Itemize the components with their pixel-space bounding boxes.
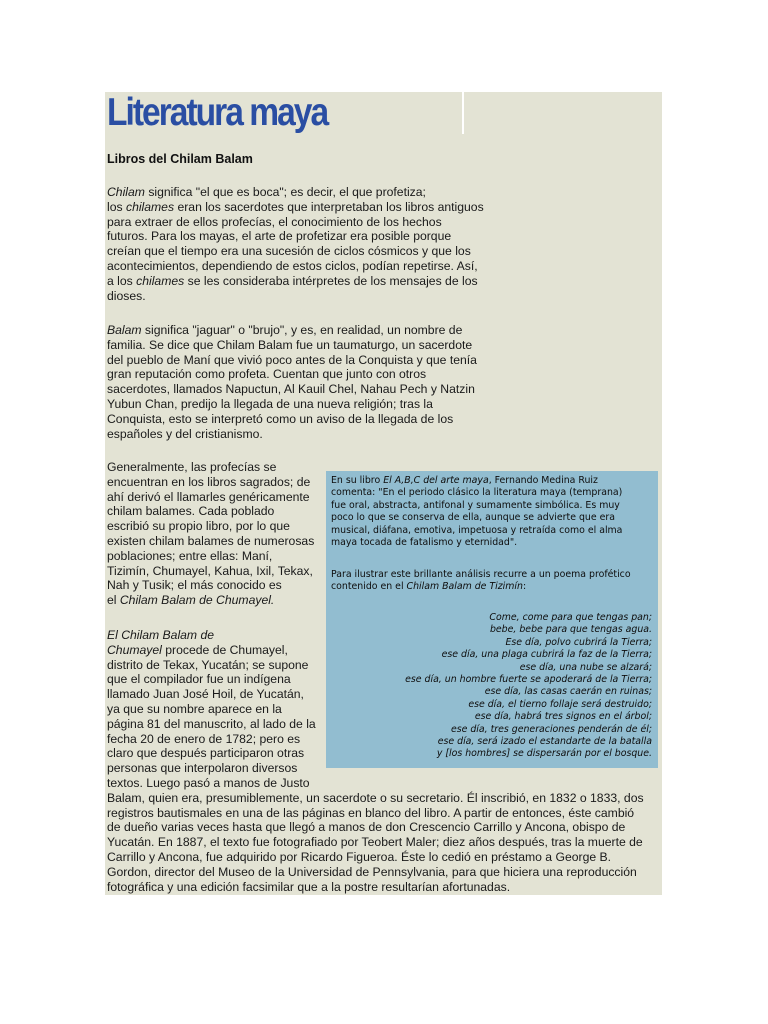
text-run: Nah y Tusik; el más conocido es bbox=[107, 578, 282, 593]
text-line bbox=[107, 215, 484, 230]
text-line bbox=[107, 820, 644, 835]
text-run: Chilam bbox=[107, 185, 145, 199]
text-line bbox=[107, 776, 644, 791]
text-run: llamado Juan José Hoil, de Yucatán, bbox=[107, 687, 304, 702]
text-line bbox=[107, 353, 477, 368]
text-line bbox=[107, 850, 644, 865]
text-line bbox=[107, 200, 484, 215]
text-line bbox=[107, 593, 314, 608]
header-divider bbox=[462, 92, 464, 134]
poem-line: ese día, habrá tres signos en el árbol; bbox=[474, 711, 652, 723]
text-run: : bbox=[522, 581, 527, 593]
text-line bbox=[107, 289, 484, 304]
text-line bbox=[107, 427, 477, 442]
text-run: El Chilam Balam de bbox=[107, 628, 215, 642]
text-run: fotográfica y una edición facsimilar que a la postre resultarían afortunadas. bbox=[107, 879, 511, 894]
text-run: Carrillo y Ancona, fue adquirido por Ricardo Figueroa. Éste lo cedió en préstamo a George B. bbox=[107, 849, 612, 864]
text-line bbox=[107, 274, 484, 289]
text-line bbox=[107, 534, 314, 549]
text-run: acontecimientos, dependiendo de estos ciclos, podían repetirse. Así, bbox=[107, 258, 478, 273]
text-run: Para ilustrar este brillante análisis recurre a un poema profético bbox=[331, 569, 631, 580]
text-line bbox=[107, 460, 314, 475]
text-line bbox=[107, 259, 484, 274]
text-line bbox=[107, 244, 484, 259]
text-run: Balam bbox=[107, 323, 142, 337]
text-line bbox=[107, 382, 477, 397]
text-run: para extraer de ellos profecías, el conocimiento de los hechos bbox=[107, 214, 442, 229]
quote-line bbox=[331, 487, 622, 499]
text-run: encuentran en los libros sagrados; de bbox=[107, 474, 311, 489]
poem-line: Come, come para que tengas pan; bbox=[489, 612, 652, 623]
text-run: chilam balames. Cada poblado bbox=[107, 504, 275, 519]
text-run: maya tocada de fatalismo y eternidad". bbox=[331, 537, 518, 548]
text-line bbox=[107, 490, 314, 505]
text-run: eran los sacerdotes que interpretaban los libros antiguos bbox=[174, 199, 484, 214]
text-run: Yucatán. En 1887, el texto fue fotografiado por Teobert Maler; diez años después, tras la muerte de bbox=[107, 835, 643, 850]
text-run: distrito de Tekax, Yucatán; se supone bbox=[107, 657, 309, 672]
text-run: futuros. Para los mayas, el arte de profetizar era posible porque bbox=[107, 229, 452, 244]
quote-line bbox=[331, 569, 631, 581]
quote-line bbox=[331, 581, 526, 593]
text-run: fue oral, abstracta, antifonal y sumamente simbólica. Es muy bbox=[331, 499, 620, 511]
poem-line: y [los hombres] se dispersarán por el bosque. bbox=[436, 748, 652, 760]
text-run: El A,B,C del arte maya bbox=[383, 475, 489, 486]
text-run: creían que el tiempo era una sucesión de ciclos cósmicos y que los bbox=[107, 244, 471, 259]
text-run: el bbox=[107, 593, 120, 608]
text-line bbox=[107, 397, 477, 412]
quote-line bbox=[331, 537, 517, 549]
text-run: registros bautismales en una de las páginas en blanco del libro. A partir de entonces, éste cambió bbox=[107, 805, 635, 820]
text-run: los bbox=[107, 199, 126, 214]
quote-line bbox=[331, 475, 598, 487]
text-run: ya que su nombre aparece en la bbox=[107, 701, 282, 716]
text-line bbox=[107, 504, 314, 519]
text-run: claro que después participaron otras bbox=[107, 746, 305, 761]
poem-line: ese día, una plaga cubrirá la faz de la Tierra; bbox=[441, 649, 652, 661]
text-run: Chumayel bbox=[107, 642, 162, 657]
text-run: que el compilador fue un indígena bbox=[107, 672, 291, 687]
paragraph-balam bbox=[107, 323, 477, 441]
text-line bbox=[107, 806, 644, 821]
poem-line: ese día, una nube se alzará; bbox=[519, 661, 652, 673]
text-line bbox=[107, 185, 484, 200]
text-run: Gordon, director del Museo de la Universidad de Pennsylvania, para que hiciera una reproducción bbox=[107, 864, 637, 879]
text-run: de dueño varias veces hasta que llegó a manos de don Crescencio Carrillo y Ancona, obispo de bbox=[107, 820, 626, 835]
text-run: comenta: "En el periodo clásico la literatura maya (temprana) bbox=[331, 487, 623, 499]
text-line bbox=[107, 323, 477, 338]
text-run: se les consideraba intérpretes de los mensajes de los bbox=[184, 273, 478, 288]
text-run: españoles y del cristianismo. bbox=[107, 426, 263, 441]
quote-line bbox=[331, 525, 622, 537]
text-line bbox=[107, 865, 644, 880]
text-line bbox=[107, 338, 477, 353]
text-run: Chilam Balam de Chumayel. bbox=[119, 593, 275, 608]
page-title: Literatura maya bbox=[107, 91, 328, 134]
poem-line: Ese día, polvo cubrirá la Tierra; bbox=[505, 636, 652, 648]
text-run: chilames bbox=[125, 199, 175, 214]
text-run: escribió su propio libro, por lo que bbox=[107, 519, 290, 534]
poem-line: ese día, será izado el estandarte de la batalla bbox=[437, 736, 652, 747]
text-run: Tizimín, Chumayel, Kahua, Ixil, Tekax, bbox=[107, 563, 313, 578]
text-run: poblaciones; entre ellas: Maní, bbox=[107, 548, 273, 563]
text-run: existen chilam balames de numerosas bbox=[107, 533, 315, 548]
text-run: fecha 20 de enero de 1782; pero es bbox=[107, 731, 301, 746]
text-run: En su libro bbox=[331, 475, 384, 486]
text-run: Conquista, esto se interpretó como un aviso de la llegada de los bbox=[107, 411, 454, 426]
text-run: musical, diáfana, emotiva, impetuosa y retraída como el alma bbox=[331, 524, 623, 536]
poem-line: ese día, tres generaciones penderán de él; bbox=[450, 723, 652, 735]
text-run: chilames bbox=[136, 273, 185, 288]
text-run: significa "el que es boca"; es decir, el que profetiza; bbox=[144, 185, 426, 199]
text-run: procede de Chumayel, bbox=[161, 642, 288, 657]
text-run: personas que interpolaron diversos bbox=[107, 761, 298, 776]
text-run: Chilam Balam de Tizimín bbox=[406, 581, 523, 593]
text-line bbox=[107, 549, 314, 564]
poem-line: ese día, un hombre fuerte se apoderará de la Tierra; bbox=[405, 674, 652, 685]
text-run: Yubun Chan, predijo la llegada de una nueva religión; tras la bbox=[107, 396, 433, 411]
text-run: del pueblo de Maní que vivió poco antes de la Conquista y que tenía bbox=[107, 352, 477, 367]
section-heading: Libros del Chilam Balam bbox=[107, 152, 253, 166]
quote-line bbox=[331, 512, 615, 524]
text-run: , Fernando Medina Ruiz bbox=[488, 475, 598, 486]
text-run: significa "jaguar" o "brujo", y es, en realidad, un nombre de bbox=[141, 323, 463, 337]
poem-line: bebe, bebe para que tengas agua. bbox=[489, 624, 652, 636]
text-line bbox=[107, 229, 484, 244]
text-run: dioses. bbox=[107, 288, 146, 303]
text-line bbox=[107, 791, 644, 806]
quote-box bbox=[326, 471, 658, 768]
text-run: Generalmente, las profecías se bbox=[107, 460, 277, 474]
paragraph-profecias bbox=[107, 460, 314, 608]
text-run: sacerdotes, llamados Napuctun, Al Kauil Chel, Nahau Pech y Natzin bbox=[107, 382, 475, 397]
text-run: ahí derivó el llamarles genéricamente bbox=[107, 489, 310, 504]
text-line bbox=[107, 519, 314, 534]
text-run: familia. Se dice que Chilam Balam fue un taumaturgo, un sacerdote bbox=[107, 337, 473, 352]
text-line bbox=[107, 564, 314, 579]
text-run: poco lo que se conserva de ella, aunque se advierte que era bbox=[331, 512, 615, 524]
text-run: página 81 del manuscrito, al lado de la bbox=[107, 716, 316, 731]
text-run: contenido en el bbox=[331, 581, 407, 593]
text-line bbox=[107, 367, 477, 382]
poem-line: ese día, las casas caerán en ruinas; bbox=[484, 686, 652, 698]
paragraph-chilam bbox=[107, 185, 484, 303]
quote-line bbox=[331, 500, 620, 512]
text-line bbox=[107, 475, 314, 490]
text-run: textos. Luego pasó a manos de Justo bbox=[107, 775, 310, 790]
text-line bbox=[107, 412, 477, 427]
text-line bbox=[107, 578, 314, 593]
text-line bbox=[107, 880, 644, 895]
poem-line: ese día, el tierno follaje será destruido; bbox=[468, 698, 652, 710]
text-line bbox=[107, 835, 644, 850]
text-run: Balam, quien era, presumiblemente, un sacerdote o su secretario. Él inscribió, en 1832 o 1833, dos bbox=[107, 790, 644, 805]
text-run: a los bbox=[107, 273, 137, 288]
text-run: gran reputación como profeta. Cuentan que junto con otros bbox=[107, 367, 427, 382]
